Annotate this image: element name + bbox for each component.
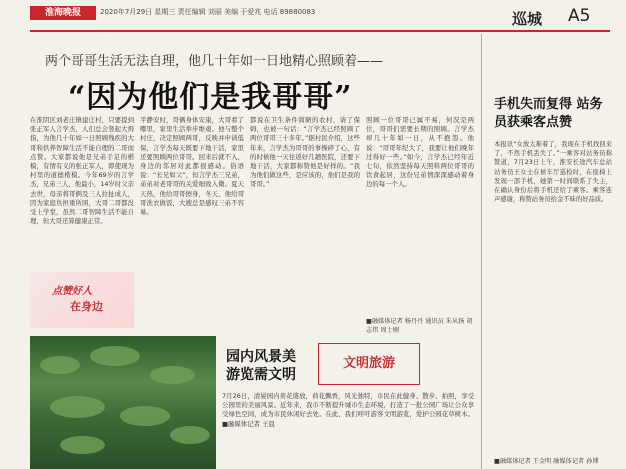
main-subhead: 两个哥哥生活无法自理，他几十年如一日地精心照顾着—— (45, 54, 384, 69)
feature-tag-line2: 在身边 (70, 300, 103, 313)
newspaper-logo: 淮海晚报 (30, 6, 96, 20)
second-title-line1: 园内风景美 (226, 349, 296, 365)
page-header (0, 0, 626, 30)
second-story-body (222, 392, 474, 466)
column-divider (481, 34, 482, 469)
second-story-text: 7月26日，清晏园内荷花盛放，荷花飘香，风光独特，市民在此健身、散步、拍照，享受公园里的美丽风景。近年来，我市不断提升城市生态环境，打造了一批公园广场让公众享受绿色空间，成为市民休闲好去处。在此，我们呼吁游客文明游览，爱护公园花草树木。 (222, 392, 474, 419)
issue-meta: 2020年7月29日 星期三 责任编辑 刘丽 美编 于爱兆 电话 89880083 (100, 8, 316, 16)
main-credit: ■融媒体记者 杨丹丹 通讯员 朱从扬 胡志伟 周士刚 (366, 318, 473, 334)
lotus-park-photo (30, 336, 216, 469)
second-title-line2: 游览需文明 (226, 367, 296, 383)
section-title: 巡城 (512, 10, 543, 28)
article-column-1: 在淮阴区刘老庄镇建庄村，只要提到张正军人言学杰，人们总会竖起大拇指，为他几十年如一日照顾残疾的大哥和供养智障生活不能自理的二哥而点赞。大家都说他是兄弟手足的楷模，有情有义的张正军人，即使现为村里的道德楷模。今年69岁的言学杰，兄弟三人，他最小，14岁时父亲去世，母亲将哥俩及三人拉扯成人，因为家庭负担重所困，大哥二哥都没受上学堂，虽然二哥智障生活不能自理，但大哥还算健康正常。 (30, 116, 134, 226)
feature-tag-line1: 点赞好人 (52, 286, 92, 297)
main-headline: “因为他们是我哥哥” (68, 80, 353, 115)
page-number: A5 (568, 6, 591, 26)
article-column-4: 照顾一位哥哥已属不易，何况是两位，哥哥们需要长期的照顾。言学杰却几十年如一日，从不抱怨。他说：“哥哥年纪大了，我要让他们晚年过得好一些。”如今，言学杰已经年近七旬，依然坚持每天照料两位哥哥的饮食起居，这份兄弟情深深感动着身边的每一个人。 (366, 116, 474, 189)
right-story-credit: ■融媒体记者 王金明 融媒体记者 孙博 (494, 458, 599, 465)
right-story-title: 手机失而复得 站务员获乘客点赞 (494, 97, 603, 130)
article-column-2: 平静安时，哥俩身体安康，大哥看了哪里，家里生活举步维艰。他与整个村庄，决定照顾两哥，反映并申请低保，言学杰每天既要下地干活，家里还要照顾两位哥哥。回来后就不入，身边的邻居对此都很感动。俗语说：“长兄如父”，但言学杰三兄弟，弟弟对老哥哥的关爱细致入微。夏天天热，他给哥哥擦身，冬天，他给哥哥洗衣做饭，大嫂总是感叹三弟不容易。 (140, 116, 244, 217)
article-column-3: 都说在卫生条件简陋的农村，请了保姆，也被一句话：“言学杰已经照顾了两位哥哥三十多年。”据村民介绍，这些年来，言学杰为哥哥的事操碎了心，有的时候他一天往返好几趟医院，还要下地干活，大家都称赞他是好样的。“我为他们做这些，是应该的，他们是我的哥哥。” (250, 116, 360, 189)
civilized-travel-stamp: 文明旅游 (318, 343, 420, 385)
second-story-credit: ■融媒体记者 王晨 (222, 419, 275, 428)
second-story-title (226, 348, 296, 384)
header-rule (30, 30, 610, 32)
right-story-body: 本报讯“女放太难着了，我现在手机找回来了，不然手机丢失了。”一乘客对站务员称赞道，7月23日上午，淮安长途汽车总站站务员王女士在候车厅巡检时，在座椅上发现一部手机，她第一时间联系了失主，在确认身份后将手机还给了乘客。乘客连声感谢，称赞站务员拾金不昧的好品质。 (494, 141, 612, 204)
